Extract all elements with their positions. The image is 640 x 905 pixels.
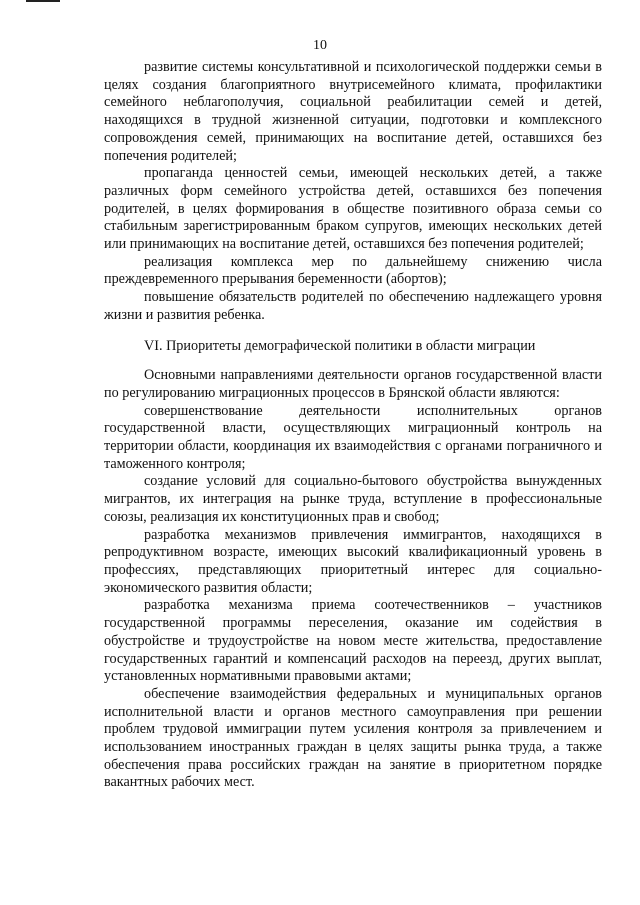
paragraph-labor-immigration: обеспечение взаимодействия федеральных и муниципальных органов исполнительной власти и органов местного самоуправления при решении проблем трудовой иммиграции путем усиления контроля за привлечением и использованием иностранных граждан в целях защиты рынка труда, а также обеспечения права российских граждан на занятие в приоритетном порядке вакантных рабочих мест. (104, 685, 602, 791)
paragraph-parental-obligations: повышение обязательств родителей по обеспечению надлежащего уровня жизни и развития ребенка. (104, 289, 602, 323)
paragraph-compatriots-program: разработка механизма приема соотечественников – участников государственной программы переселения, оказание им содействия в обустройстве и трудоустройстве на новом месте жительства, предоставление государственных гарантий и компенсаций расходов на переезд, других выплат, установленных нормативными правовыми актами; (104, 597, 602, 685)
paragraph-forced-migrants: создание условий для социально-бытового обустройства вынужденных мигрантов, их интеграция на рынке труда, вступление в профессиональные союзы, реализация их конституционных прав и свобод; (104, 473, 602, 525)
paragraph-family-values: пропаганда ценностей семьи, имеющей нескольких детей, а также различных форм семейного устройства детей, оставшихся без попечения родителей, в целях формирования в обществе позитивного образа семьи со стабильным зарегистрированным браком супругов, имеющих нескольких детей или принимающих на воспитание детей, оставшихся без попечения родителей; (104, 165, 602, 253)
document-body (104, 59, 602, 792)
scan-edge-mark (26, 0, 60, 2)
paragraph-abortion-reduction: реализация комплекса мер по дальнейшему снижению числа преждевременного прерывания беременности (абортов); (104, 253, 602, 288)
paragraph-family-support: развитие системы консультативной и психологической поддержки семьи в целях создания благоприятного внутрисемейного климата, профилактики семейного неблагополучия, социальной реабилитации семей и детей, находящихся в трудной жизненной ситуации, подготовки и комплексного сопровождения семей, принимающих на воспитание детей, оставшихся без попечения родителей; (104, 59, 602, 164)
section-heading: VI. Приоритеты демографической политики в области миграции (144, 337, 536, 354)
paragraph-immigrant-attraction: разработка механизмов привлечения иммигрантов, находящихся в репродуктивном возрасте, имеющих высокий квалификационный уровень в профессиях, представляющих приоритетный интерес для социально-экономического развития области; (104, 526, 602, 596)
paragraph-migration-control: совершенствование деятельности исполнительных органов государственной власти, осуществляющих миграционный контроль на территории области, координация их взаимодействия с органами пограничного и таможенного контроля; (104, 402, 602, 472)
page-number: 10 (313, 38, 327, 53)
paragraph-migration-intro: Основными направлениями деятельности органов государственной власти по регулированию миграционных процессов в Брянской области являются: (104, 367, 602, 401)
